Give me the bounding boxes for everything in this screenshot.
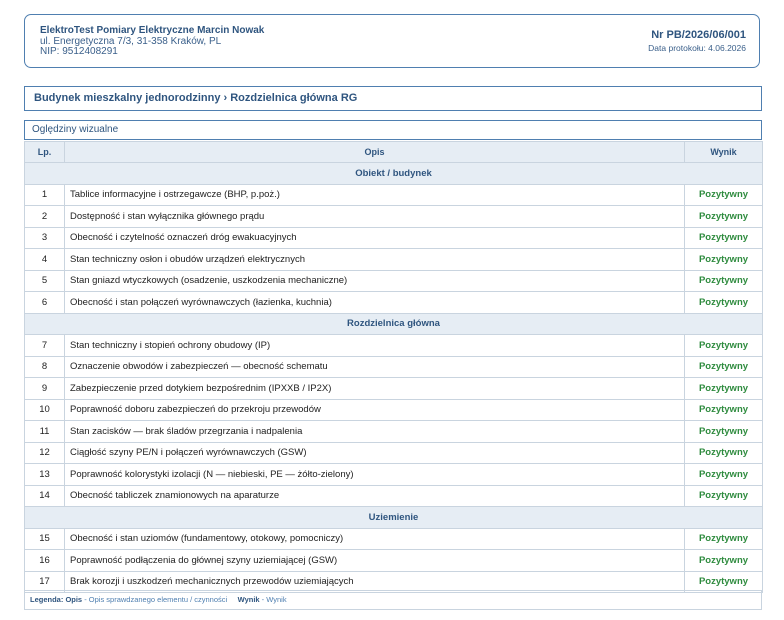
row-result: Pozytywny [685,421,763,443]
row-description: Oznaczenie obwodów i zabezpieczeń — obecność schematu [65,356,685,378]
table-row [25,184,763,206]
row-result: Pozytywny [685,206,763,228]
row-result: Pozytywny [685,292,763,314]
row-number: 4 [25,249,65,271]
row-description: Obecność i czytelność oznaczeń dróg ewakuacyjnych [65,227,685,249]
protocol-info [648,29,746,53]
table-row [25,528,763,550]
table-body [25,163,763,593]
row-number: 17 [25,571,65,593]
row-description: Zabezpieczenie przed dotykiem bezpośrednim (IPXXB / IP2X) [65,378,685,400]
company-name: ElektroTest Pomiary Elektryczne Marcin Nowak [40,25,265,36]
row-description: Poprawność doboru zabezpieczeń do przekroju przewodów [65,399,685,421]
section-title: Oględziny wizualne [24,120,762,140]
group-row [25,507,763,529]
company-header [24,14,760,68]
row-number: 10 [25,399,65,421]
row-result: Pozytywny [685,464,763,486]
table-row [25,421,763,443]
company-info [40,26,264,58]
company-nip: NIP: 9512408291 [40,46,118,57]
table-row [25,356,763,378]
row-number: 11 [25,421,65,443]
group-row [25,163,763,185]
table-row [25,249,763,271]
row-description: Dostępność i stan wyłącznika głównego prądu [65,206,685,228]
row-number: 15 [25,528,65,550]
row-result: Pozytywny [685,378,763,400]
table-row [25,399,763,421]
table-row [25,335,763,357]
protocol-date: Data protokołu: 4.06.2026 [648,43,746,53]
column-header-opis: Opis [65,142,685,163]
row-result: Pozytywny [685,550,763,572]
row-description: Stan zacisków — brak śladów przegrzania i nadpalenia [65,421,685,443]
row-description: Obecność i stan połączeń wyrównawczych (łazienka, kuchnia) [65,292,685,314]
row-description: Stan techniczny osłon i obudów urządzeń elektrycznych [65,249,685,271]
row-number: 16 [25,550,65,572]
row-result: Pozytywny [685,528,763,550]
row-number: 2 [25,206,65,228]
row-number: 8 [25,356,65,378]
column-header-lp: Lp. [25,142,65,163]
row-number: 14 [25,485,65,507]
row-result: Pozytywny [685,442,763,464]
legend-label: Legenda: [30,595,64,604]
row-number: 1 [25,184,65,206]
row-description: Obecność tabliczek znamionowych na aparaturze [65,485,685,507]
protocol-number: Nr PB/2026/06/001 [651,29,746,41]
row-result: Pozytywny [685,249,763,271]
row-description: Stan gniazd wtyczkowych (osadzenie, uszkodzenia mechaniczne) [65,270,685,292]
row-description: Poprawność kolorystyki izolacji (N — niebieski, PE — żółto-zielony) [65,464,685,486]
row-result: Pozytywny [685,335,763,357]
group-title: Obiekt / budynek [25,163,763,185]
table-row [25,442,763,464]
table-row [25,227,763,249]
row-result: Pozytywny [685,571,763,593]
location-breadcrumb: Budynek mieszkalny jednorodzinny › Rozdzielnica główna RG [24,86,762,111]
company-address: ul. Energetyczna 7/3, 31-358 Kraków, PL [40,35,222,47]
legend [24,590,762,610]
table-row [25,464,763,486]
table-row [25,378,763,400]
row-result: Pozytywny [685,356,763,378]
inspection-table-wrapper [24,141,762,593]
row-number: 9 [25,378,65,400]
row-number: 3 [25,227,65,249]
row-result: Pozytywny [685,184,763,206]
legend-text-wynik: - Wynik [261,595,287,604]
row-result: Pozytywny [685,270,763,292]
group-title: Uziemienie [25,507,763,529]
legend-key-opis: Opis [65,595,83,604]
row-description: Stan techniczny i stopień ochrony obudowy (IP) [65,335,685,357]
row-description: Tablice informacyjne i ostrzegawcze (BHP, p.poż.) [65,184,685,206]
row-description: Brak korozji i uszkodzeń mechanicznych przewodów uziemiających [65,571,685,593]
row-number: 6 [25,292,65,314]
row-result: Pozytywny [685,485,763,507]
inspection-table [24,141,763,593]
row-number: 13 [25,464,65,486]
table-row [25,485,763,507]
group-row [25,313,763,335]
row-description: Ciągłość szyny PE/N i połączeń wyrównawczych (GSW) [65,442,685,464]
table-header-row [25,142,763,163]
legend-text-opis: - Opis sprawdzanego elementu / czynności [84,595,228,604]
row-number: 5 [25,270,65,292]
row-result: Pozytywny [685,399,763,421]
row-number: 7 [25,335,65,357]
column-header-wynik: Wynik [685,142,763,163]
table-row [25,550,763,572]
row-description: Poprawność podłączenia do głównej szyny uziemiającej (GSW) [65,550,685,572]
row-number: 12 [25,442,65,464]
row-description: Obecność i stan uziomów (fundamentowy, otokowy, pomocniczy) [65,528,685,550]
table-row [25,292,763,314]
row-result: Pozytywny [685,227,763,249]
table-row [25,270,763,292]
table-row [25,206,763,228]
group-title: Rozdzielnica główna [25,313,763,335]
legend-key-wynik: Wynik [237,595,260,604]
